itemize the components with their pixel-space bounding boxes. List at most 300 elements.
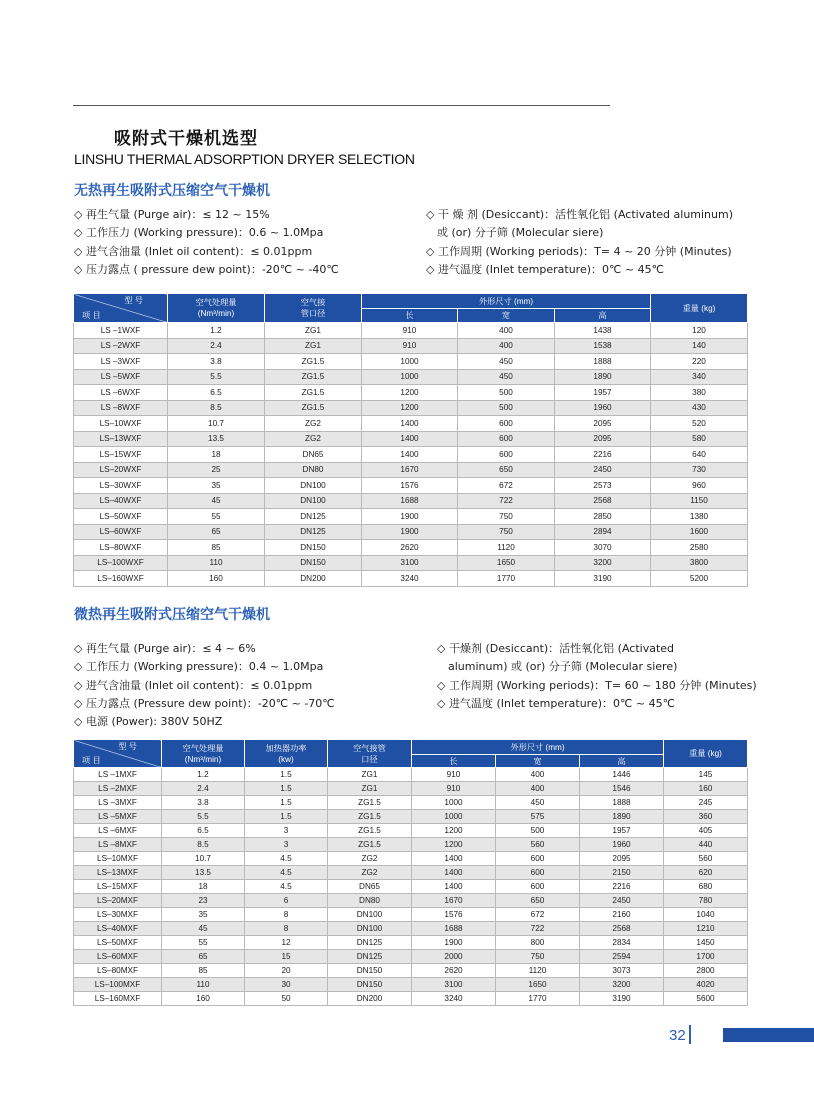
- table-cell: 1400: [362, 447, 458, 463]
- table-cell: ZG1: [328, 768, 412, 782]
- table-cell: 430: [651, 400, 748, 416]
- table-cell: 360: [664, 810, 748, 824]
- table-cell: LS–20MXF: [74, 894, 162, 908]
- table-cell: 10.7: [168, 416, 265, 432]
- spec-line: ◇ 再生气量 (Purge air)：≤ 12 ~ 15%: [74, 208, 270, 221]
- table-cell: ZG1.5: [328, 796, 412, 810]
- table-cell: LS–13MXF: [74, 866, 162, 880]
- page-title-en: LINSHU THERMAL ADSORPTION DRYER SELECTION: [74, 151, 415, 167]
- table-cell: 1890: [555, 369, 651, 385]
- table-cell: 15: [245, 950, 328, 964]
- header-width: 宽: [496, 755, 580, 768]
- table-cell: 1200: [362, 385, 458, 401]
- table-cell: 145: [664, 768, 748, 782]
- table-cell: 2450: [555, 462, 651, 478]
- table-cell: ZG1.5: [328, 824, 412, 838]
- table-cell: DN150: [328, 978, 412, 992]
- table-cell: 1.2: [168, 323, 265, 339]
- table-cell: 1.5: [245, 810, 328, 824]
- section1-table: [73, 293, 748, 587]
- table-cell: 1450: [664, 936, 748, 950]
- table-cell: 1688: [362, 493, 458, 509]
- table-cell: 160: [664, 782, 748, 796]
- page-number-divider: [689, 1025, 691, 1044]
- table-cell: LS–100WXF: [74, 555, 168, 571]
- table-cell: DN125: [265, 509, 362, 525]
- spec-line: aluminum) 或 (or) 分子筛 (Molecular siere): [448, 660, 678, 674]
- table-row: [74, 992, 748, 1006]
- section1-table-body: [74, 323, 748, 587]
- table-cell: 500: [458, 385, 555, 401]
- spec-line: ◇ 再生气量 (Purge air)：≤ 4 ~ 6%: [74, 642, 256, 655]
- table-cell: 4020: [664, 978, 748, 992]
- table-cell: 500: [496, 824, 580, 838]
- table-cell: 1576: [362, 478, 458, 494]
- table-cell: LS–30MXF: [74, 908, 162, 922]
- table-cell: 6: [245, 894, 328, 908]
- table-cell: 1688: [412, 922, 496, 936]
- table-cell: 1000: [412, 796, 496, 810]
- table-cell: DN65: [265, 447, 362, 463]
- table-cell: LS–40MXF: [74, 922, 162, 936]
- table-cell: LS –2WXF: [74, 338, 168, 354]
- table-cell: 2834: [580, 936, 664, 950]
- table-row: [74, 493, 748, 509]
- table-cell: LS–10MXF: [74, 852, 162, 866]
- table-row: [74, 369, 748, 385]
- table-cell: ZG1.5: [265, 354, 362, 370]
- table-cell: LS –1WXF: [74, 323, 168, 339]
- table-cell: 6.5: [168, 385, 265, 401]
- table-cell: ZG1.5: [265, 385, 362, 401]
- table-cell: 3190: [580, 992, 664, 1006]
- table-cell: 1538: [555, 338, 651, 354]
- table-cell: 910: [362, 323, 458, 339]
- table-cell: 160: [162, 992, 245, 1006]
- table-cell: 1888: [555, 354, 651, 370]
- table-cell: DN125: [328, 950, 412, 964]
- table-cell: 400: [496, 782, 580, 796]
- spec-line: ◇ 压力露点 (Pressure dew point)：-20℃ ~ -70℃: [74, 696, 335, 710]
- table-cell: 1446: [580, 768, 664, 782]
- table-cell: 2.4: [162, 782, 245, 796]
- table-cell: 1400: [412, 852, 496, 866]
- table-row: [74, 478, 748, 494]
- table-cell: 1150: [651, 493, 748, 509]
- table-cell: LS–80WXF: [74, 540, 168, 556]
- table-cell: 600: [496, 866, 580, 880]
- table-cell: 13.5: [162, 866, 245, 880]
- table-cell: ZG2: [265, 431, 362, 447]
- table-cell: 3200: [555, 555, 651, 571]
- table-cell: 8.5: [162, 838, 245, 852]
- table-row: [74, 354, 748, 370]
- spec-line: ◇ 干 燥 剂 (Desiccant)：活性氧化铝 (Activated aluminum): [426, 208, 734, 221]
- table-cell: 400: [496, 768, 580, 782]
- table-cell: 340: [651, 369, 748, 385]
- table-cell: 3: [245, 838, 328, 852]
- table-cell: LS–15WXF: [74, 447, 168, 463]
- table-row: [74, 894, 748, 908]
- table-cell: 8.5: [168, 400, 265, 416]
- table-cell: 5.5: [162, 810, 245, 824]
- table-cell: 35: [162, 908, 245, 922]
- table-cell: ZG2: [328, 866, 412, 880]
- header-weight: 重量 (kg): [664, 740, 748, 768]
- table-cell: 2580: [651, 540, 748, 556]
- table-cell: 672: [496, 908, 580, 922]
- table-row: [74, 908, 748, 922]
- table-cell: 2620: [362, 540, 458, 556]
- table-cell: 140: [651, 338, 748, 354]
- table-cell: 2.4: [168, 338, 265, 354]
- table-cell: 1400: [362, 431, 458, 447]
- table-row: [74, 838, 748, 852]
- table-cell: DN200: [265, 571, 362, 587]
- table-cell: 3073: [580, 964, 664, 978]
- header-dimensions: 外形尺寸 (mm): [412, 740, 664, 755]
- table-cell: ZG1.5: [265, 369, 362, 385]
- table-row: [74, 782, 748, 796]
- header-model-item: [74, 740, 162, 768]
- table-cell: 405: [664, 824, 748, 838]
- header-pipe-port: 空气接 管口径: [265, 294, 362, 323]
- table-cell: 500: [458, 400, 555, 416]
- table-cell: 600: [496, 880, 580, 894]
- table-cell: 400: [458, 338, 555, 354]
- header-heater-power: 加热器功率 (kw): [245, 740, 328, 768]
- table-cell: LS –8MXF: [74, 838, 162, 852]
- table-cell: 520: [651, 416, 748, 432]
- table-cell: DN65: [328, 880, 412, 894]
- table-cell: 4.5: [245, 866, 328, 880]
- table-cell: 1000: [362, 369, 458, 385]
- header-height: 高: [555, 309, 651, 323]
- table-cell: 1770: [458, 571, 555, 587]
- table-cell: 1.5: [245, 782, 328, 796]
- table-cell: 1000: [362, 354, 458, 370]
- table-cell: DN150: [265, 540, 362, 556]
- table-cell: LS –6WXF: [74, 385, 168, 401]
- table-cell: 1900: [412, 936, 496, 950]
- table-cell: LS –3MXF: [74, 796, 162, 810]
- table-cell: 3240: [362, 571, 458, 587]
- spec-line: ◇ 干燥剂 (Desiccant)：活性氧化铝 (Activated: [437, 642, 675, 655]
- table-cell: DN100: [328, 922, 412, 936]
- table-cell: 1650: [458, 555, 555, 571]
- table-cell: 1770: [496, 992, 580, 1006]
- table-cell: LS–50WXF: [74, 509, 168, 525]
- table-cell: LS–60MXF: [74, 950, 162, 964]
- table-cell: 1210: [664, 922, 748, 936]
- table-cell: 45: [168, 493, 265, 509]
- table-cell: 1670: [362, 462, 458, 478]
- table-cell: 3.8: [162, 796, 245, 810]
- table-cell: 1200: [362, 400, 458, 416]
- table-cell: ZG2: [265, 416, 362, 432]
- table-cell: 1546: [580, 782, 664, 796]
- table-cell: 65: [168, 524, 265, 540]
- header-width: 宽: [458, 309, 555, 323]
- table-cell: 910: [412, 782, 496, 796]
- header-item: 项 目: [82, 756, 101, 765]
- table-cell: ZG1.5: [328, 838, 412, 852]
- section1-specs-left: [74, 206, 339, 279]
- table-cell: 800: [496, 936, 580, 950]
- table-cell: 50: [245, 992, 328, 1006]
- table-cell: 3100: [362, 555, 458, 571]
- table-cell: 1890: [580, 810, 664, 824]
- table-cell: 3100: [412, 978, 496, 992]
- table-cell: 400: [458, 323, 555, 339]
- table-cell: 6.5: [162, 824, 245, 838]
- table-cell: 25: [168, 462, 265, 478]
- table-cell: ZG1.5: [328, 810, 412, 824]
- section2-table-body: [74, 768, 748, 1006]
- section1-specs-right: [426, 206, 733, 279]
- table-cell: 45: [162, 922, 245, 936]
- section2-title: 微热再生吸附式压缩空气干燥机: [74, 607, 270, 623]
- table-cell: 560: [496, 838, 580, 852]
- table-cell: LS–60WXF: [74, 524, 168, 540]
- header-item: 项 目: [82, 311, 101, 320]
- header-model-item: [74, 294, 168, 323]
- header-length: 长: [412, 755, 496, 768]
- table-cell: 2000: [412, 950, 496, 964]
- spec-line: ◇ 工作周期 (Working periods)：T= 60 ~ 180 分钟 (Minutes): [437, 678, 757, 692]
- table-cell: 2850: [555, 509, 651, 525]
- section2-specs-left: [74, 640, 335, 731]
- spec-line: ◇ 进气含油量 (Inlet oil content)：≤ 0.01ppm: [74, 678, 313, 692]
- table-cell: 440: [664, 838, 748, 852]
- table-cell: 5600: [664, 992, 748, 1006]
- table-cell: 10.7: [162, 852, 245, 866]
- table-cell: 8: [245, 922, 328, 936]
- table-cell: 2568: [555, 493, 651, 509]
- table-cell: 1200: [412, 838, 496, 852]
- table-cell: ZG1.5: [265, 400, 362, 416]
- table-cell: 8: [245, 908, 328, 922]
- table-cell: 110: [162, 978, 245, 992]
- table-cell: 1.5: [245, 796, 328, 810]
- table-cell: 1000: [412, 810, 496, 824]
- table-cell: 85: [168, 540, 265, 556]
- table-cell: 722: [496, 922, 580, 936]
- table-cell: 2450: [580, 894, 664, 908]
- table-cell: 160: [168, 571, 265, 587]
- table-cell: 1600: [651, 524, 748, 540]
- table-row: [74, 431, 748, 447]
- table-cell: LS –2MXF: [74, 782, 162, 796]
- table-cell: 120: [651, 323, 748, 339]
- table-cell: LS –1MXF: [74, 768, 162, 782]
- header-pipe-port: 空气接管 口径: [328, 740, 412, 768]
- table-cell: 18: [168, 447, 265, 463]
- table-cell: 1.2: [162, 768, 245, 782]
- header-air-volume: 空气处理量 (Nm³/min): [162, 740, 245, 768]
- section2-specs-right: [437, 640, 757, 713]
- table-cell: 600: [458, 447, 555, 463]
- spec-line: ◇ 工作压力 (Working pressure)：0.6 ~ 1.0Mpa: [74, 226, 324, 240]
- table-cell: 910: [412, 768, 496, 782]
- table-cell: 2894: [555, 524, 651, 540]
- spec-line: ◇ 进气温度 (Inlet temperature)：0℃ ~ 45℃: [437, 696, 675, 710]
- table-row: [74, 524, 748, 540]
- table-cell: DN125: [265, 524, 362, 540]
- spec-line: ◇ 进气温度 (Inlet temperature)：0℃ ~ 45℃: [426, 262, 664, 276]
- table-cell: 750: [458, 524, 555, 540]
- table-cell: 110: [168, 555, 265, 571]
- table-cell: 575: [496, 810, 580, 824]
- table-row: [74, 810, 748, 824]
- table-cell: 650: [496, 894, 580, 908]
- table-cell: 1040: [664, 908, 748, 922]
- table-row: [74, 400, 748, 416]
- table-row: [74, 964, 748, 978]
- table-row: [74, 978, 748, 992]
- table-cell: 2568: [580, 922, 664, 936]
- table-cell: LS –3WXF: [74, 354, 168, 370]
- table-cell: 750: [458, 509, 555, 525]
- table-row: [74, 824, 748, 838]
- page-title-cn: 吸附式干燥机选型: [114, 129, 258, 149]
- table-row: [74, 385, 748, 401]
- table-cell: 1960: [580, 838, 664, 852]
- table-row: [74, 338, 748, 354]
- table-cell: 220: [651, 354, 748, 370]
- table-cell: 55: [168, 509, 265, 525]
- table-cell: DN150: [265, 555, 362, 571]
- table-cell: 3070: [555, 540, 651, 556]
- table-cell: 1888: [580, 796, 664, 810]
- table-cell: 85: [162, 964, 245, 978]
- table-row: [74, 866, 748, 880]
- spec-line: ◇ 工作周期 (Working periods)：T= 4 ~ 20 分钟 (Minutes): [426, 244, 732, 258]
- table-cell: 3800: [651, 555, 748, 571]
- table-row: [74, 509, 748, 525]
- table-cell: DN100: [265, 478, 362, 494]
- table-cell: 380: [651, 385, 748, 401]
- table-cell: 730: [651, 462, 748, 478]
- table-row: [74, 540, 748, 556]
- spec-line: ◇ 压力露点 ( pressure dew point)：-20℃ ~ -40℃: [74, 262, 339, 276]
- header-weight: 重量 (kg): [651, 294, 748, 323]
- table-cell: LS–100MXF: [74, 978, 162, 992]
- table-cell: 1900: [362, 524, 458, 540]
- table-cell: 20: [245, 964, 328, 978]
- table-cell: 3: [245, 824, 328, 838]
- table-cell: 4.5: [245, 880, 328, 894]
- table-cell: 2573: [555, 478, 651, 494]
- table-cell: 23: [162, 894, 245, 908]
- table-cell: 1957: [555, 385, 651, 401]
- table-cell: 5200: [651, 571, 748, 587]
- table-cell: 960: [651, 478, 748, 494]
- table-cell: DN80: [328, 894, 412, 908]
- table-cell: 2095: [580, 852, 664, 866]
- table-cell: 1200: [412, 824, 496, 838]
- table-cell: 910: [362, 338, 458, 354]
- table-cell: 600: [458, 431, 555, 447]
- table-cell: 2095: [555, 431, 651, 447]
- table-cell: 1400: [362, 416, 458, 432]
- table-cell: 3.8: [168, 354, 265, 370]
- table-cell: 1900: [362, 509, 458, 525]
- table-row: [74, 447, 748, 463]
- top-divider: [73, 105, 610, 106]
- table-cell: 2594: [580, 950, 664, 964]
- table-cell: 750: [496, 950, 580, 964]
- table-row: [74, 852, 748, 866]
- table-cell: 2216: [580, 880, 664, 894]
- table-cell: 680: [664, 880, 748, 894]
- section1-title: 无热再生吸附式压缩空气干燥机: [74, 183, 270, 199]
- table-row: [74, 416, 748, 432]
- table-cell: 4.5: [245, 852, 328, 866]
- table-cell: 18: [162, 880, 245, 894]
- table-cell: DN150: [328, 964, 412, 978]
- spec-line: ◇ 电源 (Power): 380V 50HZ: [74, 715, 223, 729]
- table-cell: 1380: [651, 509, 748, 525]
- table-cell: 1400: [412, 880, 496, 894]
- table-cell: 2800: [664, 964, 748, 978]
- page-tab-bar: [723, 1028, 814, 1042]
- table-cell: 1400: [412, 866, 496, 880]
- table-cell: LS –8WXF: [74, 400, 168, 416]
- table-cell: 640: [651, 447, 748, 463]
- table-cell: 450: [496, 796, 580, 810]
- table-cell: 3200: [580, 978, 664, 992]
- table-cell: 780: [664, 894, 748, 908]
- table-cell: LS–160MXF: [74, 992, 162, 1006]
- table-row: [74, 768, 748, 782]
- table-cell: 450: [458, 369, 555, 385]
- table-cell: 35: [168, 478, 265, 494]
- table-cell: 1576: [412, 908, 496, 922]
- spec-line: ◇ 工作压力 (Working pressure)：0.4 ~ 1.0Mpa: [74, 660, 324, 674]
- table-cell: 450: [458, 354, 555, 370]
- table-cell: 2620: [412, 964, 496, 978]
- table-cell: 30: [245, 978, 328, 992]
- table-cell: LS–80MXF: [74, 964, 162, 978]
- table-cell: DN100: [328, 908, 412, 922]
- table-row: [74, 880, 748, 894]
- table-cell: 560: [664, 852, 748, 866]
- header-length: 长: [362, 309, 458, 323]
- table-cell: 3190: [555, 571, 651, 587]
- spec-line: ◇ 进气含油量 (Inlet oil content)：≤ 0.01ppm: [74, 244, 313, 258]
- table-cell: 600: [496, 852, 580, 866]
- table-row: [74, 555, 748, 571]
- table-cell: 620: [664, 866, 748, 880]
- table-row: [74, 936, 748, 950]
- table-cell: 1957: [580, 824, 664, 838]
- table-cell: LS–10WXF: [74, 416, 168, 432]
- table-cell: DN80: [265, 462, 362, 478]
- table-cell: 1960: [555, 400, 651, 416]
- header-dimensions: 外形尺寸 (mm): [362, 294, 651, 309]
- table-cell: ZG2: [328, 852, 412, 866]
- table-cell: 1.5: [245, 768, 328, 782]
- table-cell: 2150: [580, 866, 664, 880]
- table-cell: 245: [664, 796, 748, 810]
- header-model: 型 号: [124, 296, 143, 305]
- table-cell: 5.5: [168, 369, 265, 385]
- table-cell: LS–30WXF: [74, 478, 168, 494]
- table-cell: DN125: [328, 936, 412, 950]
- table-row: [74, 571, 748, 587]
- section2-table: [73, 739, 748, 1006]
